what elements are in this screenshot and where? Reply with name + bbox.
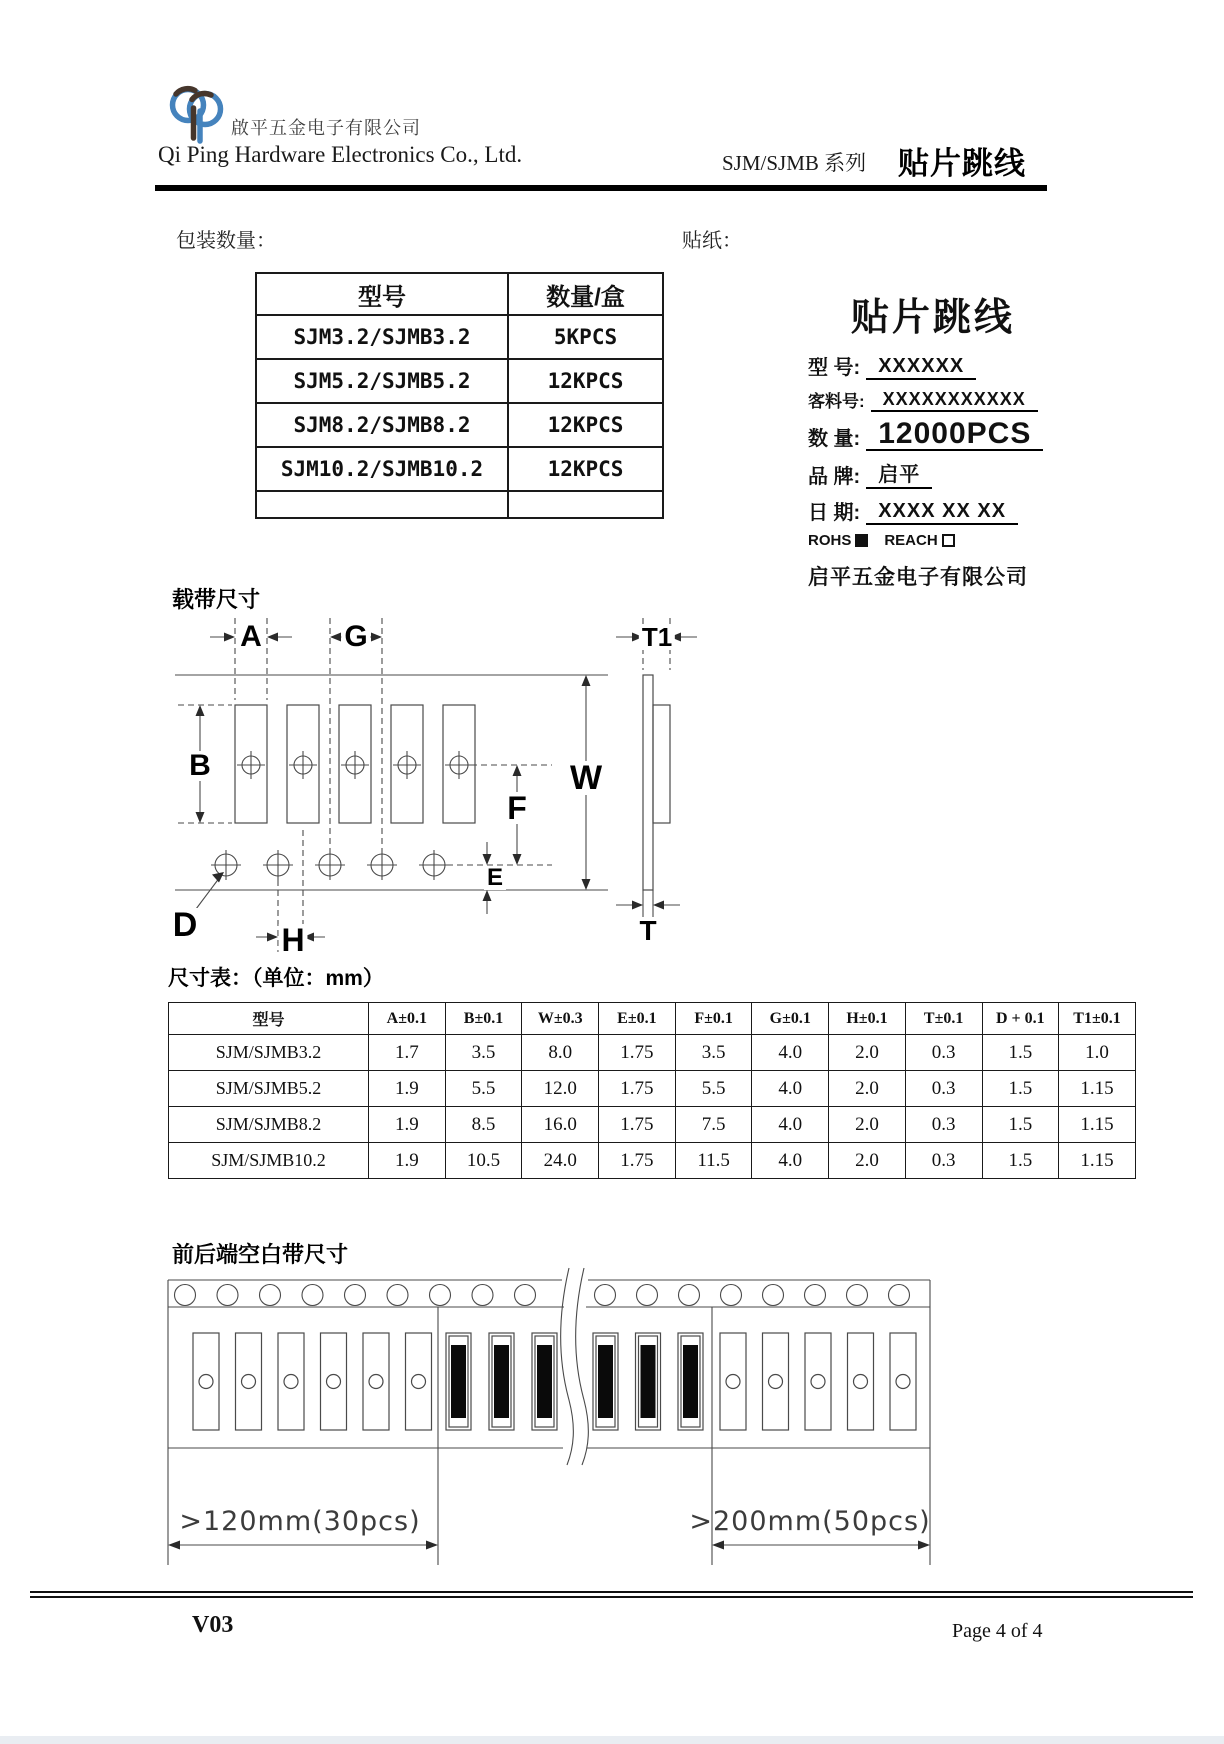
- bottom-strip: [0, 1736, 1224, 1744]
- header-rule: [155, 185, 1047, 191]
- packing-section-label: 包装数量：: [176, 230, 276, 252]
- doc-version: V03: [192, 1612, 234, 1638]
- dim-cell: 2.0: [829, 1143, 906, 1179]
- packing-qty: 12KPCS: [508, 403, 663, 447]
- dim-label-D: D: [170, 908, 201, 942]
- dim-col-header: F±0.1: [675, 1003, 752, 1035]
- reach-label: REACH: [884, 532, 938, 549]
- dim-cell: 24.0: [522, 1143, 599, 1179]
- packing-col-model: 型号: [256, 273, 508, 315]
- field-value: XXXX XX XX: [866, 500, 1018, 525]
- sticker-panel: [808, 286, 1058, 591]
- dim-cell: 1.9: [369, 1107, 446, 1143]
- dim-cell: 0.3: [905, 1143, 982, 1179]
- table-row: [256, 359, 663, 403]
- page-product-title: 贴片跳线: [898, 146, 1026, 181]
- sticker-field-model: [808, 351, 1058, 380]
- dim-table-title: 尺寸表：（单位：mm）: [168, 967, 384, 990]
- field-label: 客料号:: [808, 392, 865, 411]
- dim-cell: 8.0: [522, 1035, 599, 1071]
- packing-header-row: [256, 273, 663, 315]
- dim-cell: 4.0: [752, 1107, 829, 1143]
- dim-cell: 1.75: [599, 1107, 676, 1143]
- field-label: 日 期:: [808, 502, 861, 524]
- dim-label-T1: T1: [639, 624, 675, 650]
- packing-table: [255, 272, 664, 519]
- sticker-field-quantity: [808, 419, 1058, 451]
- dim-cell: 1.5: [982, 1035, 1059, 1071]
- dim-label-B: B: [186, 751, 214, 781]
- dim-cell: 1.5: [982, 1107, 1059, 1143]
- dim-cell: 1.75: [599, 1035, 676, 1071]
- table-row: [256, 403, 663, 447]
- dim-cell: 4.0: [752, 1035, 829, 1071]
- dim-cell: 2.0: [829, 1071, 906, 1107]
- dim-cell: 0.3: [905, 1035, 982, 1071]
- sticker-field-date: [808, 496, 1058, 525]
- table-row-empty: [256, 491, 663, 518]
- field-value: 12000PCS: [866, 419, 1043, 451]
- leader-right-dimension: >200mm(50pcs): [689, 1506, 931, 1537]
- dimension-table: [168, 1002, 1136, 1179]
- dim-cell: 8.5: [445, 1107, 522, 1143]
- dim-col-header: E±0.1: [599, 1003, 676, 1035]
- series-label: SJM/SJMB 系列: [722, 151, 867, 175]
- dim-cell: 1.5: [982, 1071, 1059, 1107]
- leader-section-title: 前后端空白带尺寸: [172, 1242, 349, 1267]
- leader-left-dimension: >120mm(30pcs): [179, 1506, 421, 1537]
- dim-cell: 0.3: [905, 1107, 982, 1143]
- carrier-section-title: 载带尺寸: [172, 587, 261, 612]
- dim-cell: 1.0: [1059, 1035, 1136, 1071]
- dim-cell: 5.5: [675, 1071, 752, 1107]
- dim-cell: 4.0: [752, 1143, 829, 1179]
- dim-col-header: W±0.3: [522, 1003, 599, 1035]
- dim-cell: 16.0: [522, 1107, 599, 1143]
- field-label: 品 牌:: [808, 466, 861, 488]
- packing-model: [256, 491, 508, 518]
- packing-model: SJM8.2/SJMB8.2: [256, 403, 508, 447]
- dim-header-row: [169, 1003, 1136, 1035]
- packing-qty: 5KPCS: [508, 315, 663, 359]
- table-row: [169, 1071, 1136, 1107]
- dim-col-header: T±0.1: [905, 1003, 982, 1035]
- company-logo: [166, 80, 228, 144]
- dim-cell: 1.7: [369, 1035, 446, 1071]
- dim-col-header: D + 0.1: [982, 1003, 1059, 1035]
- dim-cell: 11.5: [675, 1143, 752, 1179]
- dim-col-header: G±0.1: [752, 1003, 829, 1035]
- packing-qty: [508, 491, 663, 518]
- packing-model: SJM5.2/SJMB5.2: [256, 359, 508, 403]
- sticker-field-brand: [808, 458, 1058, 489]
- dim-cell: 4.0: [752, 1071, 829, 1107]
- packing-qty: 12KPCS: [508, 447, 663, 491]
- packing-model: SJM10.2/SJMB10.2: [256, 447, 508, 491]
- table-row: [169, 1035, 1136, 1071]
- packing-model: SJM3.2/SJMB3.2: [256, 315, 508, 359]
- footer-rule: [30, 1591, 1193, 1598]
- dim-cell: 1.15: [1059, 1071, 1136, 1107]
- packing-col-qty: 数量/盒: [508, 273, 663, 315]
- dim-cell: SJM/SJMB5.2: [169, 1071, 369, 1107]
- dim-label-G: G: [341, 622, 370, 652]
- dim-label-T: T: [636, 917, 659, 945]
- dim-label-E: E: [484, 866, 506, 890]
- dim-cell: 3.5: [445, 1035, 522, 1071]
- dim-cell: 1.15: [1059, 1107, 1136, 1143]
- compliance-row: [808, 532, 1058, 549]
- field-label: 型 号:: [808, 357, 861, 379]
- packing-qty: 12KPCS: [508, 359, 663, 403]
- page-number: Page 4 of 4: [952, 1620, 1043, 1642]
- rohs-checked-box-icon: [855, 534, 868, 547]
- dim-cell: 12.0: [522, 1071, 599, 1107]
- sticker-title: 贴片跳线: [850, 297, 1015, 339]
- dim-cell: 7.5: [675, 1107, 752, 1143]
- dim-cell: 1.75: [599, 1071, 676, 1107]
- dim-col-header: T1±0.1: [1059, 1003, 1136, 1035]
- dim-cell: SJM/SJMB3.2: [169, 1035, 369, 1071]
- field-value: XXXXXXXXXXX: [871, 389, 1038, 412]
- dim-label-H: H: [278, 924, 307, 956]
- dim-cell: 5.5: [445, 1071, 522, 1107]
- rohs-label: ROHS: [808, 532, 852, 549]
- dim-cell: 1.15: [1059, 1143, 1136, 1179]
- dim-label-W: W: [567, 761, 605, 795]
- dim-cell: SJM/SJMB8.2: [169, 1107, 369, 1143]
- table-row: [256, 315, 663, 359]
- sticker-field-customer-code: [808, 387, 1058, 412]
- dim-cell: 3.5: [675, 1035, 752, 1071]
- dim-cell: 0.3: [905, 1071, 982, 1107]
- dim-cell: 1.9: [369, 1071, 446, 1107]
- dim-col-header: B±0.1: [445, 1003, 522, 1035]
- dim-cell: 2.0: [829, 1107, 906, 1143]
- sticker-company-name: 启平五金电子有限公司: [808, 566, 1028, 589]
- field-value: 启平: [866, 458, 932, 489]
- dim-label-A: A: [237, 622, 265, 652]
- table-row: [256, 447, 663, 491]
- dim-cell: SJM/SJMB10.2: [169, 1143, 369, 1179]
- carrier-tape-diagram: [160, 600, 705, 958]
- dim-label-F: F: [504, 792, 530, 824]
- dim-cell: 10.5: [445, 1143, 522, 1179]
- dim-cell: 2.0: [829, 1035, 906, 1071]
- dim-col-header: H±0.1: [829, 1003, 906, 1035]
- field-label: 数 量:: [808, 428, 861, 450]
- dim-cell: 1.75: [599, 1143, 676, 1179]
- dim-cell: 1.5: [982, 1143, 1059, 1179]
- company-name-en: Qi Ping Hardware Electronics Co., Ltd.: [158, 142, 523, 167]
- company-name-cn: 啟平五金电子有限公司: [231, 118, 421, 138]
- sticker-section-label: 贴纸：: [682, 230, 742, 252]
- dim-col-header: A±0.1: [369, 1003, 446, 1035]
- table-row: [169, 1107, 1136, 1143]
- field-value: XXXXXX: [866, 355, 976, 380]
- dim-cell: 1.9: [369, 1143, 446, 1179]
- dim-col-header: 型号: [169, 1003, 369, 1035]
- table-row: [169, 1143, 1136, 1179]
- reach-unchecked-box-icon: [942, 534, 955, 547]
